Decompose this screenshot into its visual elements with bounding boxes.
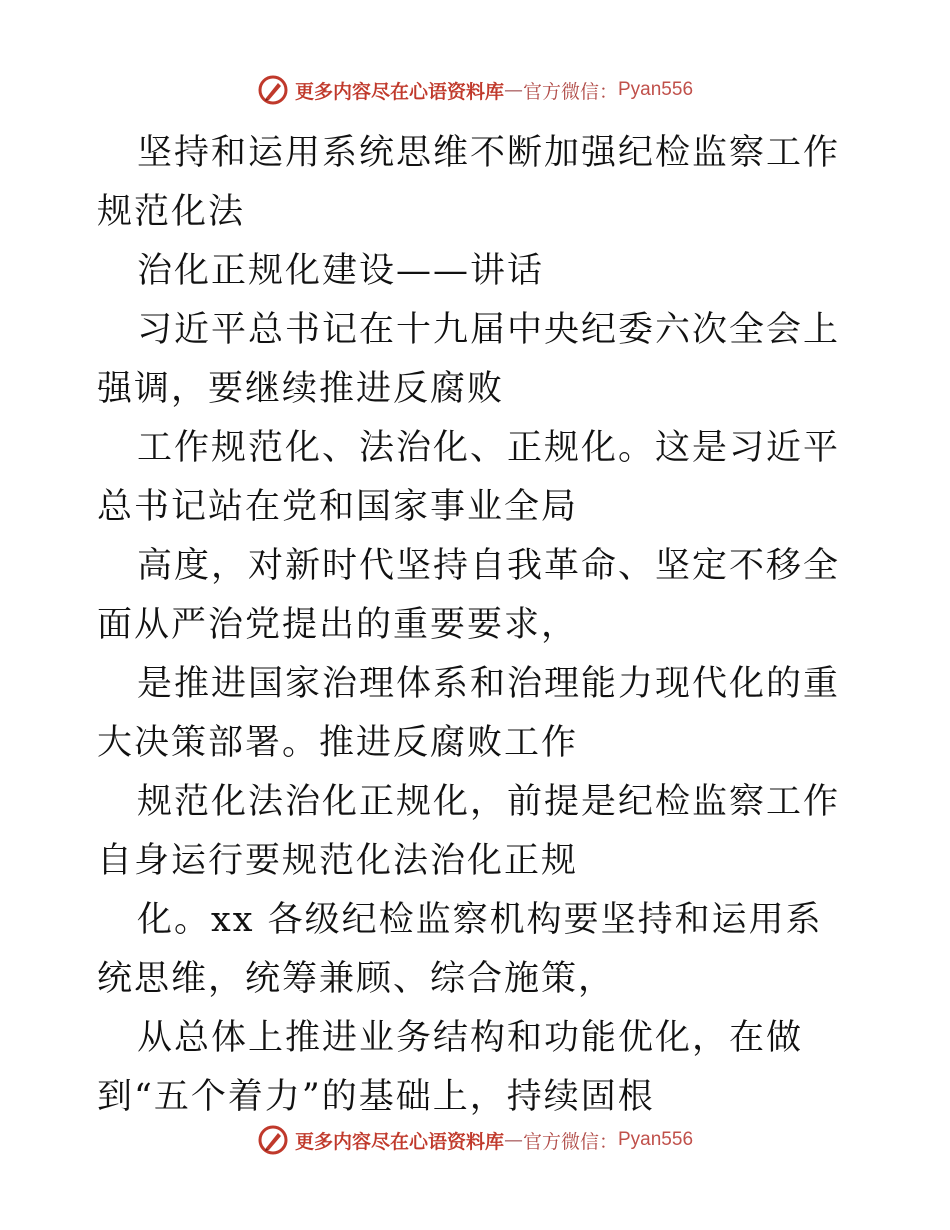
paragraph: 从总体上推进业务结构和功能优化，在做到“五个着力”的基础上，持续固根	[97, 1018, 804, 1117]
watermark-wechat-label: 官方微信：	[522, 80, 618, 103]
paragraph: 规范化法治化正规化，前提是纪检监察工作自身运行要规范化法治化正规	[97, 782, 841, 881]
footer-watermark	[0, 1120, 950, 1160]
paragraph: 习近平总书记在十九届中央纪委六次全会上强调，要继续推进反腐败	[97, 310, 841, 409]
paragraph: 坚持和运用系统思维不断加强纪检监察工作规范化法	[97, 133, 841, 232]
watermark-text: 更多内容尽在心语资料库	[294, 1130, 504, 1153]
body-text	[97, 124, 857, 1127]
paragraph: 化。xx 各级纪检监察机构要坚持和运用系统思维，统筹兼顾、综合施策，	[97, 900, 823, 999]
pen-logo-icon	[257, 1124, 289, 1156]
watermark-wechat-id: Pyan556	[618, 79, 694, 100]
header-watermark	[0, 70, 950, 110]
pen-logo-icon	[257, 74, 289, 106]
paragraph: 是推进国家治理体系和治理能力现代化的重大决策部署。推进反腐败工作	[97, 664, 841, 763]
watermark-separator: —	[503, 79, 523, 101]
watermark-wechat-id: Pyan556	[618, 1129, 694, 1150]
paragraph: 高度，对新时代坚持自我革命、坚定不移全面从严治党提出的重要要求，	[97, 546, 841, 645]
watermark-wechat-label: 官方微信：	[522, 1130, 618, 1153]
paragraph: 工作规范化、法治化、正规化。这是习近平总书记站在党和国家事业全局	[97, 428, 841, 527]
watermark-separator: —	[503, 1129, 523, 1151]
watermark-text: 更多内容尽在心语资料库	[294, 80, 504, 103]
paragraph: 治化正规化建设——讲话	[137, 251, 545, 291]
